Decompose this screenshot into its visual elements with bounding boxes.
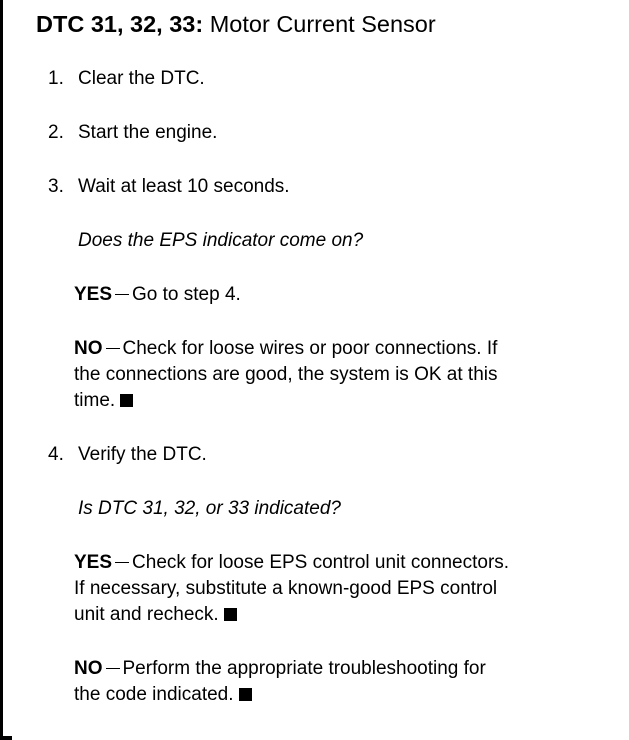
dash [106,668,120,669]
step-4-yes [74,550,594,628]
step-number: 1. [48,68,64,89]
no-text: Check for loose wires or poor connections. If [122,338,498,359]
no-line-2 [74,682,594,708]
end-square-icon [239,688,252,701]
dash [115,562,129,563]
no-line-3 [74,388,594,414]
yes-line-2: If necessary, substitute a known-good EPS control [74,578,498,599]
yes-line-1 [74,550,594,576]
corner-tick [0,736,12,740]
step-number: 2. [48,122,64,143]
step-3-yes [74,282,594,308]
no-line-1 [74,336,594,362]
step-text: Verify the DTC. [78,444,207,465]
dash [106,348,120,349]
end-square-icon [120,394,133,407]
no-line-1 [74,656,594,682]
page-title [36,11,436,38]
step-text: Clear the DTC. [78,68,205,89]
yes-label: YES [74,284,113,305]
no-label: NO [74,658,103,679]
step-4-no [74,656,594,708]
dtc-codes: DTC 31, 32, 33: [36,11,204,37]
no-text-end: the code indicated. [74,684,234,705]
yes-label: YES [74,552,113,573]
no-label: NO [74,338,103,359]
step-3-no [74,336,594,414]
no-text-end: time. [74,390,116,411]
dash [115,294,129,295]
step-number: 4. [48,444,64,465]
yes-text: Check for loose EPS control unit connectors. [132,552,510,573]
step-3-question: Does the EPS indicator come on? [78,230,364,251]
no-line-2: the connections are good, the system is OK at this [74,364,498,385]
step-number: 3. [48,176,64,197]
step-text: Start the engine. [78,122,218,143]
step-text: Wait at least 10 seconds. [78,176,290,197]
step-4-question: Is DTC 31, 32, or 33 indicated? [78,498,341,519]
yes-text-end: unit and recheck. [74,604,219,625]
yes-line-3 [74,602,594,628]
yes-text: Go to step 4. [132,284,241,305]
title-name: Motor Current Sensor [209,11,436,37]
end-square-icon [224,608,237,621]
no-text: Perform the appropriate troubleshooting for [122,658,486,679]
left-margin-rule [0,0,3,740]
